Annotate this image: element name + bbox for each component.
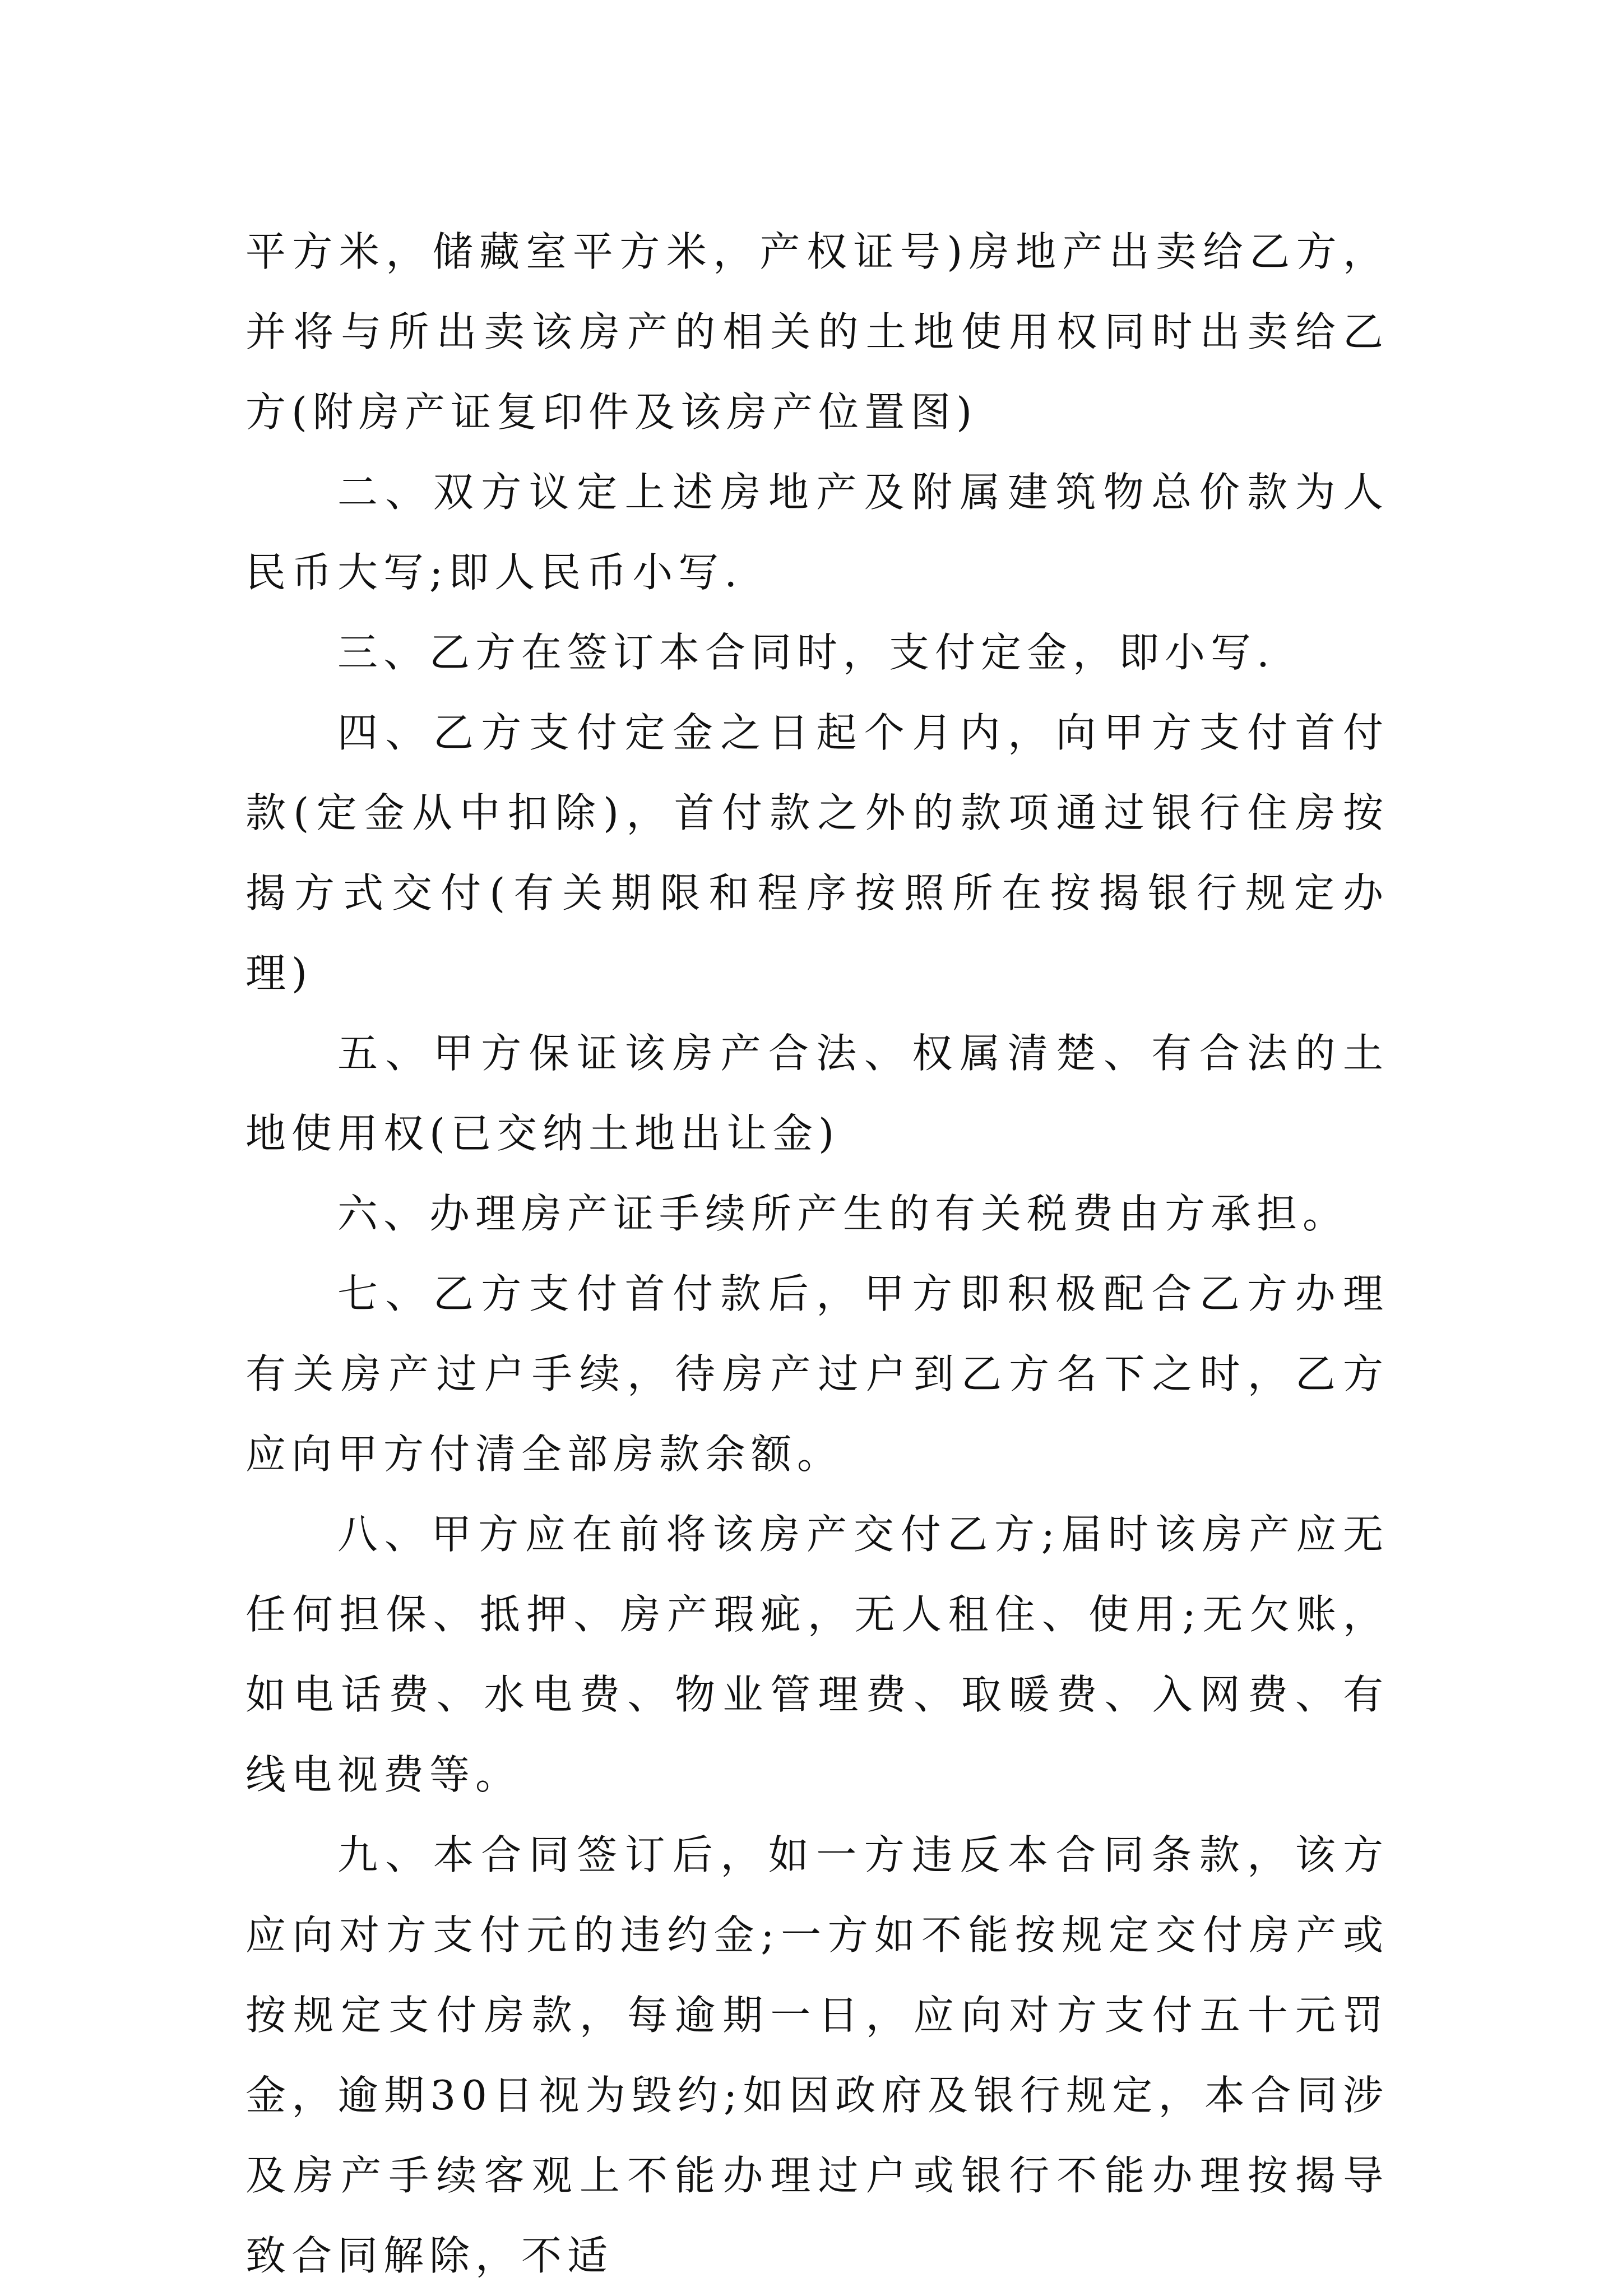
paragraph-8: 八、甲方应在前将该房产交付乙方;届时该房产应无任何担保、抵押、房产瑕疵，无人租住、使用;无欠账，如电话费、水电费、物业管理费、取暖费、入网费、有线电视费等。	[245, 1511, 1389, 1798]
paragraph-3: 三、乙方在签订本合同时，支付定金，即小写.	[337, 629, 1275, 676]
contract-body	[245, 212, 1389, 2296]
paragraph-5: 五、甲方保证该房产合法、权属清楚、有合法的土地使用权(已交纳土地出让金)	[245, 1030, 1389, 1157]
paragraph-9: 九、本合同签订后，如一方违反本合同条款，该方应向对方支付元的违约金;一方如不能按规定交付房产或按规定支付房款，每逾期一日，应向对方支付五十元罚金，逾期30日视为毁约;如因政府及银行规定，本合同涉及房产手续客观上不能办理过户或银行不能办理按揭导致合同解除，不适	[245, 1831, 1389, 2279]
paragraph-7: 七、乙方支付首付款后，甲方即积极配合乙方办理有关房产过户手续，待房产过户到乙方名下之时，乙方应向甲方付清全部房款余额。	[245, 1270, 1389, 1478]
paragraph-6: 六、办理房产证手续所产生的有关税费由方承担。	[337, 1190, 1349, 1237]
paragraph-2: 二、双方议定上述房地产及附属建筑物总价款为人民币大写;即人民币小写.	[245, 469, 1389, 596]
paragraph-4: 四、乙方支付定金之日起个月内，向甲方支付首付款(定金从中扣除)，首付款之外的款项通过银行住房按揭方式交付(有关期限和程序按照所在按揭银行规定办理)	[245, 709, 1389, 997]
paragraph-1: 平方米，储藏室平方米，产权证号)房地产出卖给乙方，并将与所出卖该房产的相关的土地使用权同时出卖给乙方(附房产证复印件及该房产位置图)	[245, 228, 1389, 436]
